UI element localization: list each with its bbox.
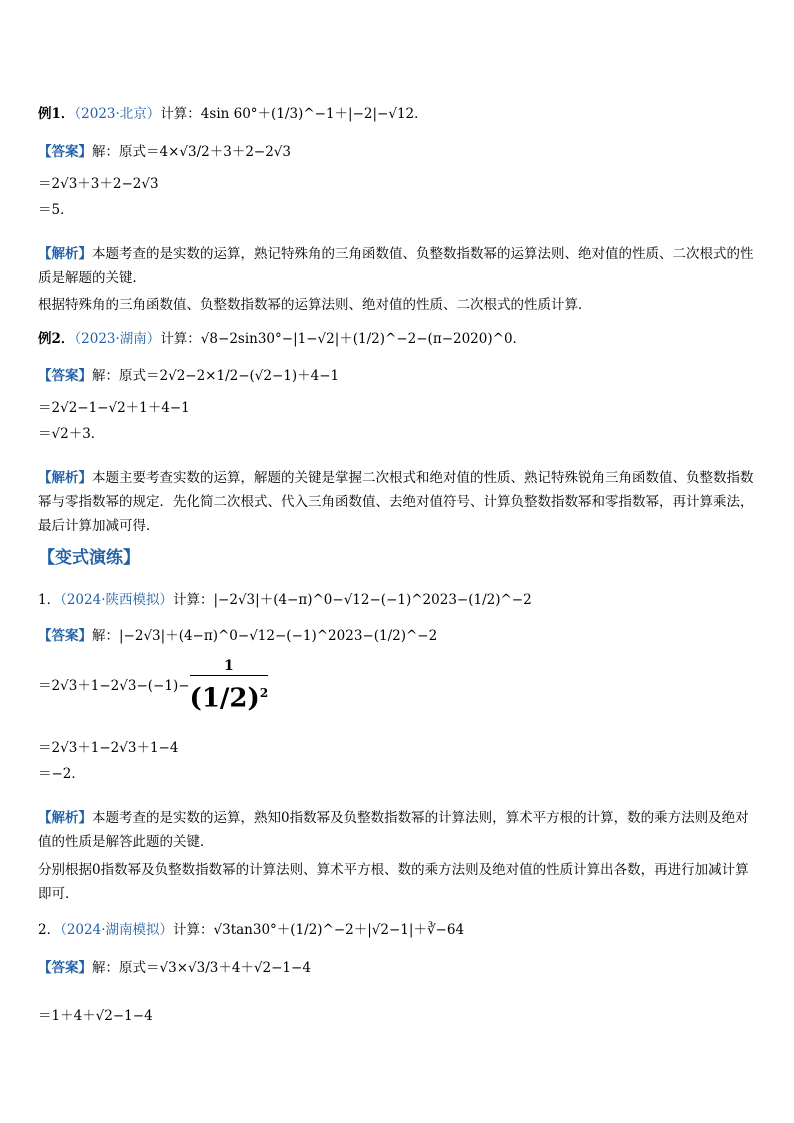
question-1-problem <box>38 588 756 612</box>
answer-tag: 【答案】 <box>38 368 92 384</box>
question-1-answer <box>38 624 756 648</box>
analysis-tag: 【解析】 <box>38 246 92 262</box>
question-2-answer <box>38 956 756 980</box>
analysis-text: 本题主要考查实数的运算，解题的关键是掌握二次根式和绝对值的性质、熟记特殊锐角三角函数值、负整数指数幂与零指数幂的规定．先化简二次根式、代入三角函数值、去绝对值符号、计算负整数指数幂和零指数幂，再计算乘法，最后计算加减可得． <box>38 470 754 534</box>
analysis-text: 本题考查的是实数的运算，熟记特殊角的三角函数值、负整数指数幂的运算法则、绝对值的性质、二次根式的性质是解题的关键． <box>38 246 754 286</box>
source-tag: （2024·陕西模拟） <box>60 592 173 608</box>
answer-line: 解：|−2√3|＋(4−π)^0−√12−(−1)^2023−(1/2)^−2 <box>92 628 438 644</box>
problem-text: 计算：|−2√3|＋(4−π)^0−√12−(−1)^2023−(1/2)^−2 <box>173 592 532 608</box>
section-heading: 【变式演练】 <box>38 548 140 568</box>
answer-step: ＝2√3＋3＋2−2√3 <box>38 176 159 192</box>
problem-text: 计算：4sin 60°＋(1/3)^−1＋|−2|−√12． <box>160 106 428 122</box>
example-1-analysis <box>38 242 756 290</box>
nested-fraction <box>190 657 269 716</box>
problem-text: 计算：√8−2sin30°−|1−√2|＋(1/2)^−2−(π−2020)^0． <box>160 331 527 347</box>
answer-step-fraction <box>38 656 756 716</box>
source-tag: （2023·湖南） <box>74 331 161 347</box>
analysis-text: 本题考查的是实数的运算，熟知0指数幂及负整数指数幂的计算法则，算术平方根的计算，数的乘方法则及绝对值的性质是解答此题的关键． <box>38 810 749 850</box>
fraction-exponent: 2 <box>259 686 269 701</box>
question-label: 2． <box>38 922 61 938</box>
answer-line: 解：原式＝√3×√3/3＋4＋√2−1−4 <box>92 960 311 976</box>
answer-tag: 【答案】 <box>38 144 92 160</box>
answer-tag: 【答案】 <box>38 628 92 644</box>
example-1-answer <box>38 140 756 164</box>
question-1-analysis <box>38 806 756 854</box>
answer-step: ＝2√2−1−√2＋1＋4−1 <box>38 400 190 416</box>
answer-step: ＝1＋4＋√2−1−4 <box>38 1008 153 1024</box>
answer-step: ＝−2． <box>38 766 85 782</box>
example-label: 例2． <box>38 331 75 347</box>
analysis-text: 分别根据0指数幂及负整数指数幂的计算法则、算术平方根、数的乘方法则及绝对值的性质计算出各数，再进行加减计算即可． <box>38 862 749 902</box>
example-2-problem <box>38 327 756 351</box>
example-2-analysis <box>38 466 756 538</box>
analysis-tag: 【解析】 <box>38 470 92 486</box>
source-tag: （2024·湖南模拟） <box>60 922 173 938</box>
answer-line: 解：原式＝4×√3/2＋3＋2−2√3 <box>92 144 291 160</box>
fraction-denominator <box>190 676 269 716</box>
answer-line: 解：原式＝2√2−2×1/2−(√2−1)＋4−1 <box>92 368 340 384</box>
answer-step-prefix: ＝2√3＋1−2√3−(−1)− <box>38 678 190 694</box>
answer-step: ＝5． <box>38 202 74 218</box>
analysis-text: 根据特殊角的三角函数值、负整数指数幂的运算法则、绝对值的性质、二次根式的性质计算． <box>38 297 592 313</box>
fraction-denominator-base: (1/2) <box>189 683 260 714</box>
answer-step: ＝√2＋3． <box>38 426 105 442</box>
question-2-problem <box>38 918 756 942</box>
analysis-tag: 【解析】 <box>38 810 92 826</box>
problem-text: 计算：√3tan30°＋(1/2)^−2＋|√2−1|＋∛−64 <box>173 922 465 938</box>
example-2-answer <box>38 364 756 388</box>
example-1-problem <box>38 102 756 126</box>
answer-tag: 【答案】 <box>38 960 92 976</box>
answer-step: ＝2√3＋1−2√3＋1−4 <box>38 740 179 756</box>
fraction-numerator: 1 <box>190 657 269 676</box>
source-tag: （2023·北京） <box>74 106 161 122</box>
question-label: 1． <box>38 592 61 608</box>
example-label: 例1． <box>38 106 75 122</box>
